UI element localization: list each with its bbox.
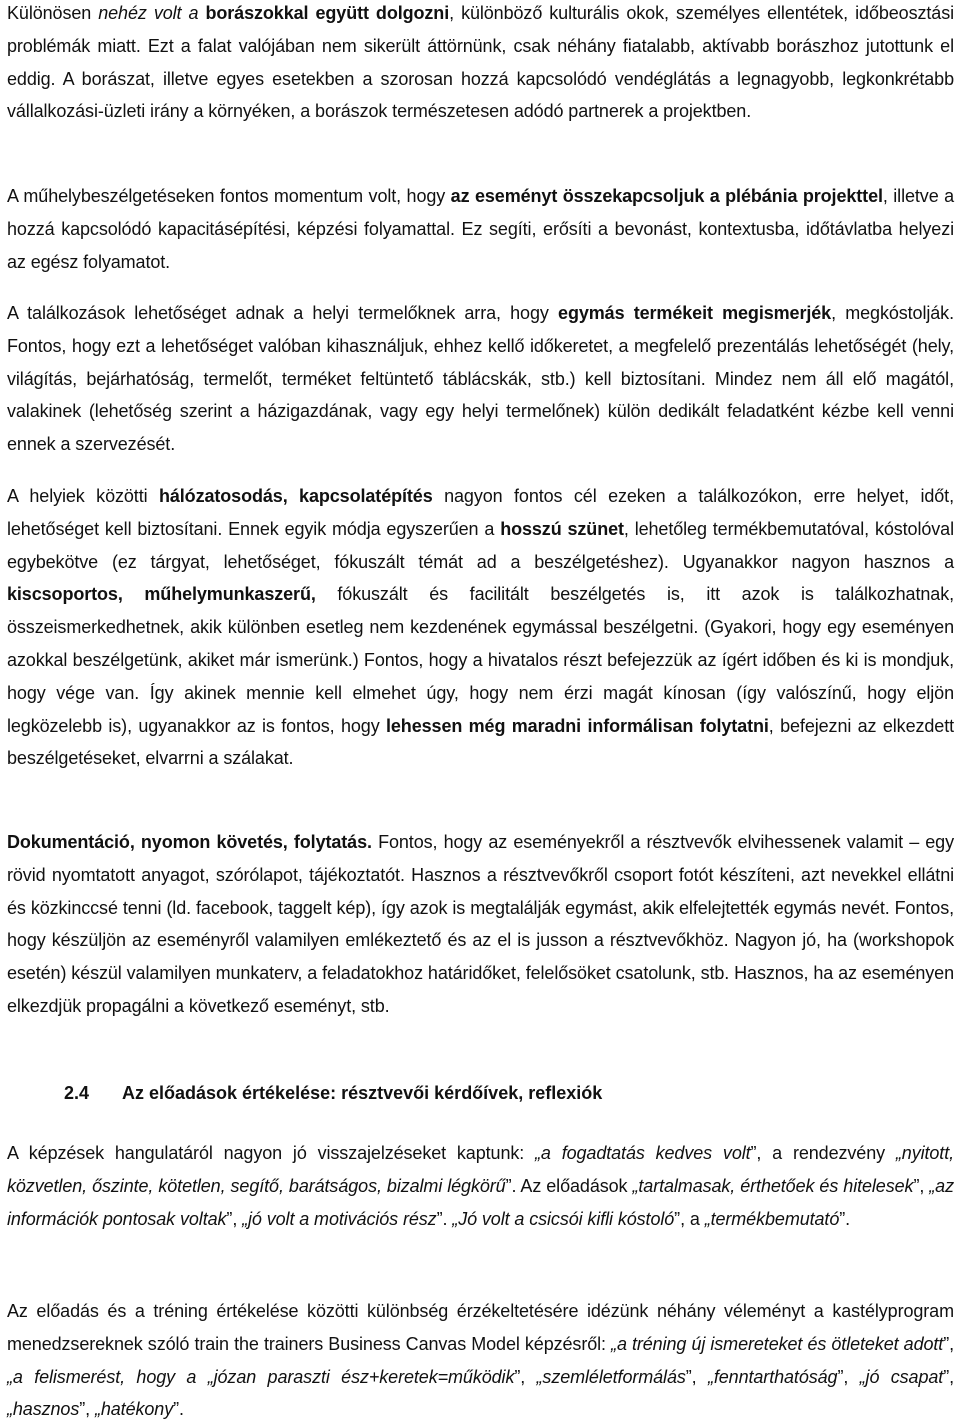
italic-run: „nyitott, közvetlen, őszinte, kötetlen, segítő, barátságos, bizalmi légkörű <box>7 1143 955 1196</box>
text-run: A helyiek közötti <box>7 486 159 506</box>
text-run: ”, <box>685 1366 708 1387</box>
section-heading <box>64 1079 954 1107</box>
italic-run: „Jó volt a csicsói kifli kóstoló <box>452 1208 675 1229</box>
paragraph-workshops <box>7 180 954 278</box>
italic-run: „fenntarthatóság <box>707 1366 838 1387</box>
text-run: A találkozások lehetőséget adnak a helyi termelőknek arra, hogy <box>7 303 559 323</box>
section-number: 2.4 <box>64 1083 90 1103</box>
italic-run: „jó volt a motivációs rész <box>242 1208 437 1229</box>
bold-run: hosszú szünet <box>500 518 624 539</box>
text-run: , befejezni az elkezdett beszélgetéseket, elvarrni a szálakat. <box>7 715 954 769</box>
text-run: , lehetőleg termékbemutatóval, kóstolóval egybekötve (ez tárgyat, lehetőséget, fókuszált témát ad a beszélgetéshez). Ugyanakkor nagyon hasznos a <box>7 518 954 572</box>
bold-run: az eseményt összekapcsoljuk a plébánia projekttel <box>450 186 883 206</box>
bold-run: egymás termékeit megismerjék <box>558 303 832 323</box>
italic-run: „hasznos <box>7 1399 80 1420</box>
text-run: A műhelybeszélgetéseken fontos momentum volt, hogy <box>7 186 451 206</box>
text-run: ”, <box>226 1208 243 1229</box>
italic-run: „a fogadtatás kedves volt <box>535 1143 751 1163</box>
text-run: ”. <box>839 1208 851 1229</box>
paragraph-training-evaluation <box>7 1295 954 1426</box>
bold-run: lehessen még maradni informálisan folytatni <box>386 715 769 736</box>
text-run: , illetve a hozzá kapcsolódó kapacitásépítési, képzési folyamattal. Ez segíti, erősíti a bevonást, kontextusba, időtávlatba helyezi az egész folyamatot. <box>7 186 954 272</box>
text-run: ”, <box>943 1366 954 1387</box>
text-run: , megkóstolják. Fontos, hogy ezt a lehetőséget valóban kihasználjuk, ehhez kellő időkeretet, a megfelelő prezentálás lehetőségét (hely, világítás, bejárhatóság, termelőt, terméket feltüntető táblácskák, stb.) kell biztosítani. Mindez nem áll elő magától, valakinek (lehetőség szerint a házigazdának, vagy egy helyi termelőnek) külön dedikált feladatként kézbe kell venni ennek a szervezését. <box>7 303 954 455</box>
italic-run: „szemléletformálás <box>536 1366 686 1387</box>
italic-run: „a felismerést, hogy a „józan paraszti ész+keretek=működik <box>7 1366 515 1387</box>
paragraph-documentation <box>7 826 954 1023</box>
text-run: ”, a rendezvény <box>750 1143 896 1163</box>
bold-run: borászokkal együtt dolgozni <box>198 3 450 23</box>
text-run: ”, a <box>674 1208 705 1229</box>
italic-run: „jó csapat <box>859 1366 944 1387</box>
text-run: ”, <box>837 1366 860 1387</box>
paragraph-winemakers <box>7 0 954 128</box>
bold-run: Dokumentáció, nyomon követés, folytatás. <box>7 832 372 852</box>
paragraph-networking <box>7 480 954 775</box>
italic-run: „tartalmasak, érthetőek és hitelesek <box>632 1175 914 1196</box>
bold-run: hálózatosodás, kapcsolatépítés <box>158 486 433 506</box>
italic-run: „hatékony <box>94 1399 174 1420</box>
italic-run: „termékbemutató <box>704 1208 840 1229</box>
paragraph-meetings <box>7 297 954 461</box>
text-run: nagyon fontos cél ezeken a találkozókon, erre helyet, időt, lehetőséget kell biztosítani. Ennek egyik módja egyszerűen a <box>7 486 954 539</box>
text-run: Az előadás és a tréning értékelése közötti különbség érzékeltetésére idézünk néhány véleményt a kastélyprogram menedzsereknek szóló train the trainers Business Canvas Model képzésről: <box>7 1301 954 1354</box>
text-run: ”, <box>913 1175 930 1196</box>
text-run: A képzések hangulatáról nagyon jó visszajelzéseket kaptunk: <box>7 1143 536 1163</box>
bold-run: kiscsoportos, műhelymunkaszerű, <box>7 584 316 605</box>
text-run: ”. <box>173 1399 184 1420</box>
italic-run: nehéz volt a <box>98 3 199 23</box>
text-run: , különböző kulturális okok, személyes ellentétek, időbeosztási problémák miatt. Ezt a falat valójában nem sikerült áttörnünk, csak néhány fiatalabb, aktívabb borászhoz jutottunk el eddig. A borászat, illetve egyes esetekben a szorosan hozzá kapcsolódó vendéglátás a legnagyobb, legkonkrétabb vállalkozási-üzleti irány a környéken, a borászok természetesen adódó partnerek a projektben. <box>7 3 954 122</box>
text-run: fókuszált és facilitált beszélgetés is, itt azok is találkozhatnak, összeismerkedhetnek, akik különben esetleg nem kezdenének egymással beszélgetni. (Gyakori, hogy egy eseményen azokkal beszélgetünk, akiket már ismerünk.) Fontos, hogy a hivatalos részt befejezzük az ígért időben és ki is mondjuk, hogy vége van. Így akinek mennie kell elmehet úgy, hogy nem érzi magát kínosan (így valószínű, hogy eljön legközelebb is), ugyanakkor az is fontos, hogy <box>7 584 954 736</box>
text-run: ”, <box>514 1366 537 1387</box>
paragraph-feedback <box>7 1137 954 1235</box>
text-run: ”, <box>943 1333 954 1354</box>
italic-run: „az információk pontosak voltak <box>7 1175 954 1229</box>
italic-run: „a tréning új ismereteket és ötleteket adott <box>611 1333 944 1354</box>
text-run: ”. Az előadások <box>505 1175 633 1196</box>
text-run: Különösen <box>7 3 99 23</box>
text-run: ”. <box>436 1208 453 1229</box>
text-run: Fontos, hogy az eseményekről a résztvevők elvihessenek valamit – egy rövid nyomtatott anyagot, szórólapot, tájékoztatót. Hasznos a résztvevőkről csoport fotót készíteni, azt nevekkel ellátni és közkinccsé tenni (ld. facebook, taggelt kép), így azok is megtalálják egymást, akik elfelejtették egymás nevét. Fontos, hogy készüljön az eseményről valamilyen emlékeztető és az el is jusson a résztvevőkhöz. Nagyon jó, ha (workshopok esetén) készül valamilyen munkaterv, a feladatokhoz határidőket, felelősöket csatolunk, stb. Hasznos, ha az eseményen elkezdjük propagálni a következő eseményt, stb. <box>7 832 954 1016</box>
section-title: Az előadások értékelése: résztvevői kérdőívek, reflexiók <box>122 1083 603 1103</box>
text-run: ”, <box>79 1399 95 1420</box>
